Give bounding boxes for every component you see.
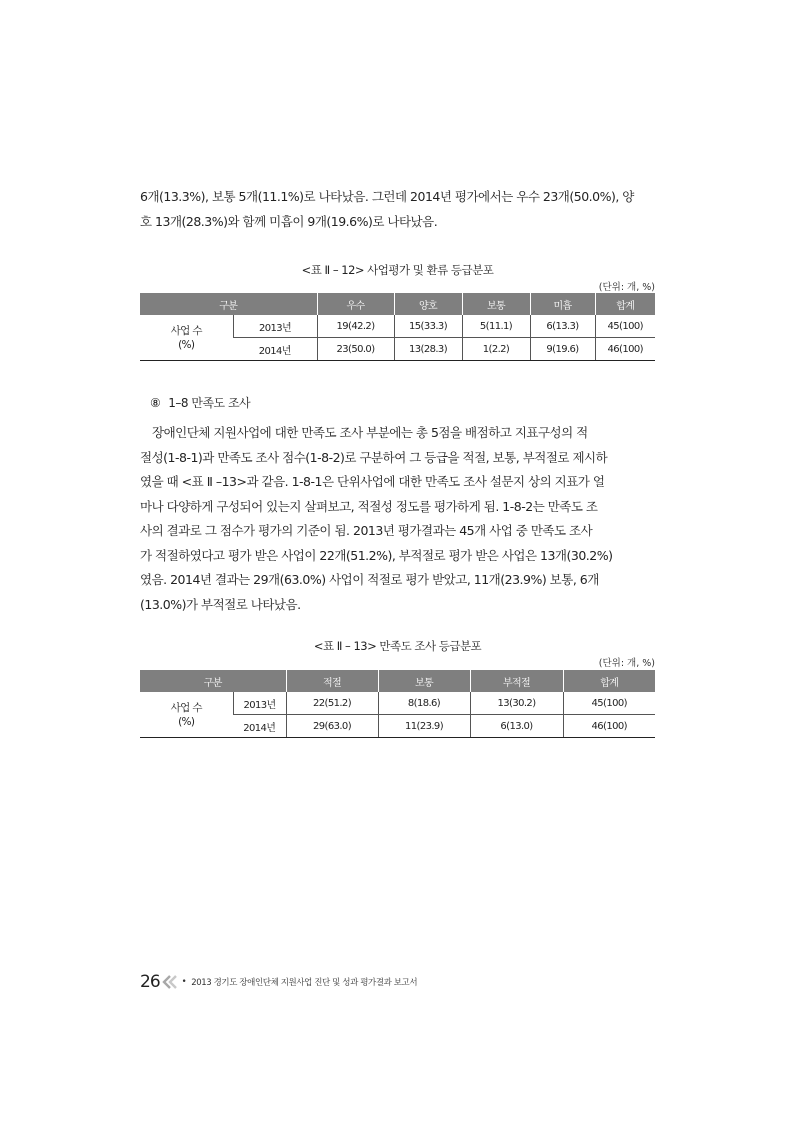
section-marker: ⑧ <box>150 396 161 410</box>
table-header-row <box>140 293 655 315</box>
table-cell: 13(30.2) <box>470 692 563 715</box>
table-header-cell: 우수 <box>317 293 394 315</box>
table-2-caption: <표 Ⅱ – 13> 만족도 조사 등급분포 <box>313 639 482 653</box>
page-footer <box>140 972 417 992</box>
row-group-label-line: 사업 수 <box>170 701 202 714</box>
table-header-row <box>140 670 655 692</box>
table-row <box>140 315 655 338</box>
table-cell: 13(28.3) <box>394 338 462 361</box>
table-cell: 19(42.2) <box>317 315 394 338</box>
paragraph-2 <box>140 421 655 617</box>
paragraph-line: 절성(1-8-1)과 만족도 조사 점수(1-8-2)로 구분하여 그 등급을 적절, 보통, 부적절로 제시하 <box>140 449 608 465</box>
table-cell: 9(19.6) <box>530 338 595 361</box>
paragraph-line: 호 13개(28.3%)와 함께 미흡이 9개(19.6%)로 나타났음. <box>140 213 438 229</box>
paragraph-line: 마나 다양하게 구성되어 있는지 살펴보고, 적절성 정도를 평가하게 됨. 1-8-2는 만족도 조 <box>140 498 598 514</box>
table-cell: 11(23.9) <box>378 715 470 738</box>
table-cell: 8(18.6) <box>378 692 470 715</box>
section-title: 1–8 만족도 조사 <box>168 396 251 410</box>
paragraph-line: 사의 결과로 그 점수가 평가의 기준이 됨. 2013년 평가결과는 45개 사업 중 만족도 조사 <box>140 523 593 538</box>
row-group-label <box>140 692 233 738</box>
table-1-unit: (단위: 개, %) <box>598 282 655 293</box>
year-cell: 2013년 <box>233 315 317 338</box>
row-group-label-line: 사업 수 <box>170 324 202 337</box>
page-number: 26 <box>140 972 160 992</box>
table-header-cell: 부적절 <box>470 670 563 692</box>
table-header-cell: 양호 <box>394 293 462 315</box>
table-row <box>140 692 655 715</box>
table-cell: 23(50.0) <box>317 338 394 361</box>
table-header-cell: 구분 <box>140 670 286 692</box>
table-cell: 1(2.2) <box>462 338 530 361</box>
table-header-cell: 미흡 <box>530 293 595 315</box>
table-cell: 45(100) <box>563 692 655 715</box>
footer-bullet: • <box>181 977 187 987</box>
table-cell: 45(100) <box>595 315 655 338</box>
table-header-cell: 합계 <box>563 670 655 692</box>
paragraph-line: 6개(13.3%), 보통 5개(11.1%)로 나타났음. 그런데 2014년 평가에서는 우수 23개(50.0%), 양 <box>140 189 634 204</box>
table-cell: 15(33.3) <box>394 315 462 338</box>
table-header-cell: 구분 <box>140 293 317 315</box>
row-group-label-line: (%) <box>178 715 195 728</box>
paragraph-line: 가 적절하였다고 평가 받은 사업이 22개(51.2%), 부적절로 평가 받은 사업은 13개(30.2%) <box>140 547 613 563</box>
section-heading <box>150 394 250 411</box>
double-chevron-left-icon <box>162 975 178 989</box>
paragraph-1 <box>140 185 655 234</box>
table-header-cell: 보통 <box>378 670 470 692</box>
paragraph-line: 였음. 2014년 결과는 29개(63.0%) 사업이 적절로 평가 받았고, 11개(23.9%) 보통, 6개 <box>140 572 599 587</box>
table-cell: 5(11.1) <box>462 315 530 338</box>
year-cell: 2013년 <box>233 692 286 715</box>
grade-table-2 <box>140 670 655 738</box>
footer-title: 2013 경기도 장애인단체 지원사업 진단 및 성과 평가결과 보고서 <box>191 978 418 988</box>
table-cell: 6(13.0) <box>470 715 563 738</box>
table-header-cell: 보통 <box>462 293 530 315</box>
paragraph-line: 장애인단체 지원사업에 대한 만족도 조사 부분에는 총 5점을 배점하고 지표구성의 적 <box>152 425 588 440</box>
table-header-cell: 합계 <box>595 293 655 315</box>
table-cell: 46(100) <box>563 715 655 738</box>
table-cell: 29(63.0) <box>286 715 378 738</box>
table-1-caption: <표 Ⅱ – 12> 사업평가 및 환류 등급분포 <box>301 263 494 277</box>
table-header-cell: 적절 <box>286 670 378 692</box>
row-group-label <box>140 315 233 361</box>
table-cell: 46(100) <box>595 338 655 361</box>
table-cell: 22(51.2) <box>286 692 378 715</box>
table-cell: 6(13.3) <box>530 315 595 338</box>
year-cell: 2014년 <box>233 338 317 361</box>
paragraph-line: 였을 때 <표 Ⅱ –13>과 같음. 1-8-1은 단위사업에 대한 만족도 조사 설문지 상의 지표가 얼 <box>140 474 605 489</box>
grade-table-1 <box>140 293 655 361</box>
row-group-label-line: (%) <box>178 338 195 351</box>
paragraph-line: (13.0%)가 부적절로 나타났음. <box>140 596 301 612</box>
table-2-unit: (단위: 개, %) <box>598 658 655 669</box>
year-cell: 2014년 <box>233 715 286 738</box>
